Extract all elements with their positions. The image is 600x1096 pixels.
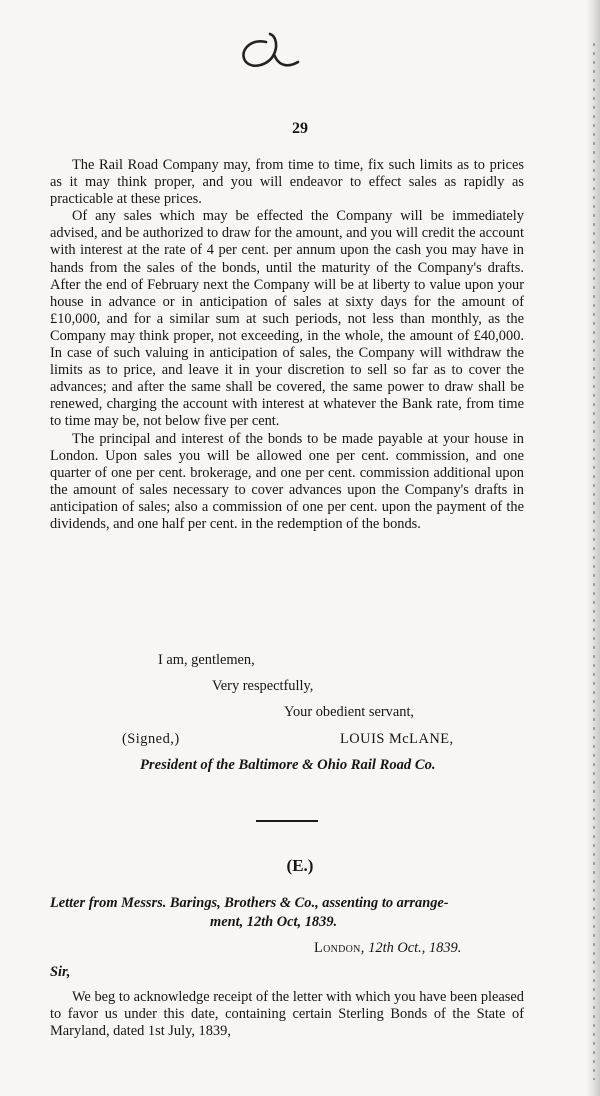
letter-body bbox=[50, 157, 524, 533]
paragraph: We beg to acknowledge receipt of the letter with which you have been pleased to favor us under this date, containing certain Sterling Bonds of the State of Maryland, dated 1st July, 1839, bbox=[50, 989, 524, 1040]
closing-line: Very respectfully, bbox=[212, 678, 314, 694]
dateline-date: 12th Oct., 1839. bbox=[368, 940, 462, 956]
paragraph: The principal and interest of the bonds to be made payable at your house in London. Upon sales you will be allowed one per cent. commission, and one quarter of one per cent. brokerage, and one per cent. commission additional upon the amount of sales necessary to cover advances upon the Company's drafts in anticipation of sales; also a commission of one per cent. upon the payment of the dividends, and one half per cent. in the redemption of the bonds. bbox=[50, 430, 524, 532]
closing-line: I am, gentlemen, bbox=[158, 652, 255, 668]
section-label: (E.) bbox=[286, 856, 314, 875]
closing-line: Your obedient servant, bbox=[284, 704, 415, 720]
letter-heading bbox=[50, 894, 524, 932]
heading-line: Letter from Messrs. Barings, Brothers & Co., assenting to arrange- bbox=[50, 895, 449, 911]
section-divider bbox=[256, 820, 318, 822]
paragraph: The Rail Road Company may, from time to time, fix such limits as to prices as it may think proper, and you will endeavor to effect sales as rapidly as practicable at these prices. bbox=[50, 157, 524, 208]
salutation: Sir, bbox=[50, 964, 71, 980]
signer-title: President of the Baltimore & Ohio Rail Road Co. bbox=[140, 757, 436, 773]
paragraph: Of any sales which may be effected the Company will be immediately advised, and be authorized to draw for the amount, and you will credit the account with interest at the rate of 4 per cent. per annum upon the cash you may have in hands from the sales of the bonds, until the maturity of the Company's drafts. After the end of February next the Company will be at liberty to value upon your house in advance or in anticipation of sales at sixty days for the amount of £10,000, and for a similar sum at such periods, not less than monthly, as the Company may think proper, not exceeding, in the whole, the amount of £40,000. In case of such valuing in anticipation of sales, the Company will withdraw the limits as to price, and leave it in your discretion to sell so far as to cover the advances; and after the same shall be covered, the same power to draw shall be renewed, charging the account with interest at whatever the Bank rate, from time to time may be, not below five per cent. bbox=[50, 208, 524, 430]
dateline-place: London, bbox=[314, 940, 365, 956]
page-edge-specks bbox=[591, 40, 597, 1080]
dateline bbox=[314, 940, 461, 957]
letter-body bbox=[50, 989, 524, 1040]
page-number: 29 bbox=[292, 120, 308, 137]
signer-name: LOUIS McLANE, bbox=[340, 731, 454, 747]
handwritten-mark bbox=[226, 28, 306, 72]
signed-label: (Signed,) bbox=[122, 731, 180, 747]
heading-line: ment, 12th Oct, 1839. bbox=[210, 914, 338, 930]
